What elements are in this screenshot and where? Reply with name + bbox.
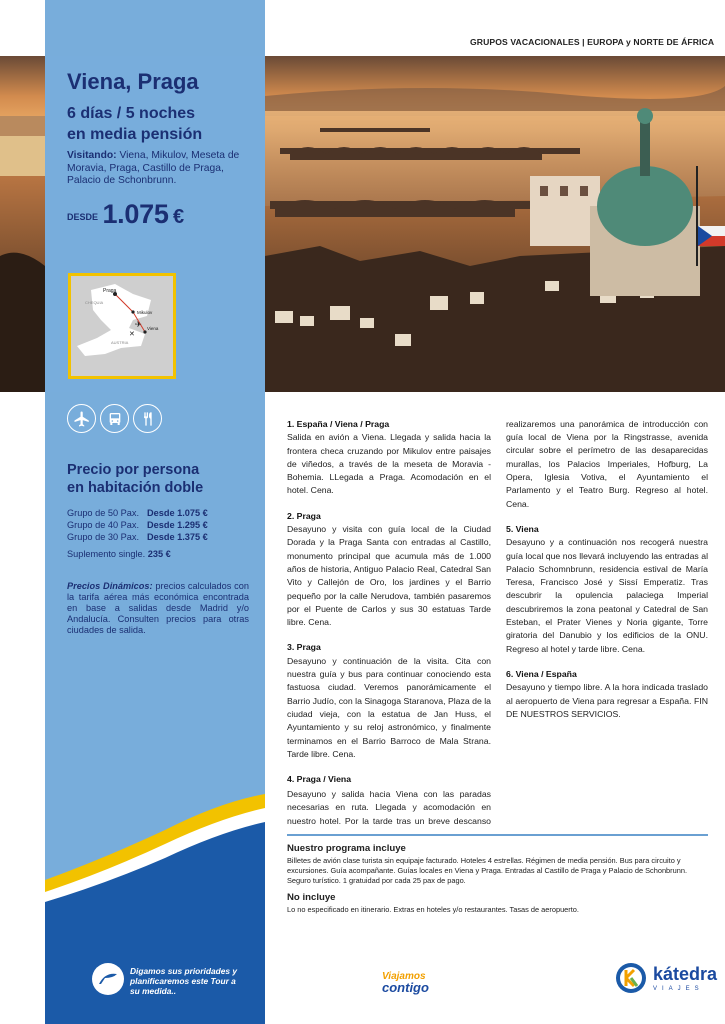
day-text: Desayuno y a continuación nos recogerá nuestra guía local que nos llevará incluyendo las entradas al Palacio Schomnbrunn, residencia estival de María Teresa, Francisco José y Sissí Emperatiz. Tras descubrir la opulencia palaciega Imperial descubriremos la zona peatonal y Catedral de San Esteban, el Prater Vienes y Noria gigante, Torre giratoria del Danubio y los edificios de la ONU. Regreso al hotel y tarde libre. Cena. [506,537,708,654]
day-text: Salida en avión a Viena. Llegada y salida hacia la frontera checa cruzando por Mikulov entre paisajes de viñedos, a través de la meseta de Moravia - Bohemia. LLegada a Praga. Acomodación en el hotel. Cena. [287,432,491,496]
tagline-line1: Viajamos [382,971,426,982]
dynamic-label: Precios Dinámicos: [67,581,153,591]
plane-icon [67,404,96,433]
trip-duration [67,103,257,145]
day-text: Desayuno y salida hacia Viena con las paradas necesarias en ruta. Llegada y acomodación en nuestro hotel. Por la tarde tras un breve descanso [287,789,491,826]
map-label-austria: AUSTRIA [111,340,129,345]
bus-icon [100,404,129,433]
brand-subtitle: VIAJES [653,985,704,992]
katedra-logo-icon [615,962,647,994]
day-title: 6. Viena / España [506,668,577,679]
airport-icon: ✈ [135,320,142,329]
tagline [382,971,429,993]
single-price: 235 € [147,549,171,559]
group-label: Grupo de 50 Pax. [67,508,140,518]
dynamic-pricing-note [67,581,249,636]
visiting-places: Viena, Mikulov, Meseta de Moravia, Praga, Castillo de Praga, Palacio de Schonbrunn. [67,150,240,186]
brand-name: kátedra [653,963,718,984]
group-price: Desde 1.075 € [147,508,208,518]
airport-icon-2: ✕ [129,331,135,338]
price-prefix: DESDE [67,212,99,222]
price-heading-line2: en habitación doble [67,480,204,496]
slogan: Digamos sus prioridades y planificaremos este Tour a su medida.. [130,966,238,996]
itinerary-day [506,668,708,721]
tagline-line2: contigo [382,980,429,995]
route-map [68,273,176,379]
section-header: GRUPOS VACACIONALES | EUROPA y NORTE DE ÁFRICA [470,37,715,47]
day-title: 1. España / Viena / Praga [287,419,390,429]
included-title: Nuestro programa incluye [287,843,406,854]
day-text: realizaremos una panorámica de introducción con guía local de Viena por la Ringstrasse, avenida circular sobre el perímetro de las desaparecidas murallas, los Palacios Imperiales, Hofburg, La Opera, Iglesia Votiva, el Ayuntamiento el Parlamento y el Teatro Burg. Regreso al hotel. Cena. [506,418,708,509]
single-supplement [67,549,171,559]
day4-text-continued [506,418,708,511]
map-label-mikulov: Mikulov [137,310,153,315]
single-label: Suplemento single. [67,549,146,559]
included-services-icons [67,404,162,433]
day-title: 3. Praga [287,642,321,653]
divider [287,834,708,836]
day-title: 4. Praga / Viena [287,774,352,785]
price-currency: € [173,206,185,228]
day-title: 5. Viena [506,524,539,534]
price-amount: 1.075 [102,199,169,229]
price-heading [67,461,257,497]
itinerary-day [287,773,491,786]
group-prices [67,507,208,543]
katedra-logo [615,962,717,994]
visiting-label: Visitando: [67,150,117,161]
dining-icon [133,404,162,433]
itinerary-day [287,418,491,498]
group-price-row [67,507,208,519]
sidebar [45,0,265,1024]
itinerary-column-1 [287,418,491,798]
visiting-text [67,150,257,188]
not-included-text: Lo no especificado en itinerario. Extras en hoteles y/o restaurantes. Tasas de aeropuerto. [287,905,579,915]
itinerary-day [506,523,708,656]
price-from [67,199,184,230]
day-text: Desayuno y visita con guía local de la Ciudad Dorada y la Praga Santa con entradas al Castillo, monumento principal que acumula más de 1.000 años de historia, Antiguo Palacio Real, Catedral San Vito y Callejón de Oro, los jardines y el Barrio pequeño por la calle Nerudova, también pasaremos por el Puente de Carlos y sus 30 estatuas Tarde libre. Cena. [287,524,491,628]
map-label-praga: Praga [103,288,117,294]
board-line: en media pensión [67,126,203,143]
duration-line: 6 días / 5 noches [67,105,196,122]
included-text: Billetes de avión clase turista sin equipaje facturado. Hoteles 4 estrellas. Régimen de media pensión. Bus para circuito y excursiones. Guía acompañante. Guías locales en Viena y Praga. Entradas al Castillo de Praga y Palacio de Schonbrunn. Seguro turístico. 1 gratuidad por cada 25 pax de pago. [287,856,688,885]
map-illustration [71,276,173,376]
not-included-title: No incluye [287,892,336,904]
group-price-row [67,531,208,543]
day-text: Desayuno y continuación de la visita. Cita con nuestra guía y bus para continuar conociendo esta fastuosa ciudad. Veremos panorámicamente el Barrio Judío, con la Sinagoga Staranova, Plaza de la ciudad vieja, con la estatua de Jan Huss, el Ayuntamiento y su reloj astronómico, y finalmente terminamos en el Barrio Barroco de Mala Strana. Tarde libre. Cena. [287,655,491,759]
group-price-row [67,519,208,531]
inclusions [287,843,710,922]
day-text: Desayuno y tiempo libre. A la hora indicada traslado al aeropuerto de Viena para regresar a España. FIN DE NUESTROS SERVICIOS. [506,682,708,719]
trip-title: Viena, Praga [67,69,199,94]
map-label-chequia: CHEQUIA [85,300,104,305]
group-label: Grupo de 30 Pax. [67,532,140,542]
day4-text-start [287,788,491,828]
group-price: Desde 1.295 € [147,520,208,530]
day-title: 2. Praga [287,510,321,521]
map-label-viena: Viena [147,326,159,331]
itinerary-day [287,641,491,761]
price-heading-line1: Precio por persona [67,462,200,478]
itinerary-day [287,510,491,630]
group-label: Grupo de 40 Pax. [67,520,140,530]
dynamic-text: precios calculados con la tarifa aérea más económica encontrada en base a salidas desde Madrid y/o Andalucía. Consulten precios para otras ciudades de salida. [67,581,249,635]
speech-icon [91,962,125,996]
group-price: Desde 1.375 € [147,532,208,542]
itinerary-column-2 [506,418,708,733]
